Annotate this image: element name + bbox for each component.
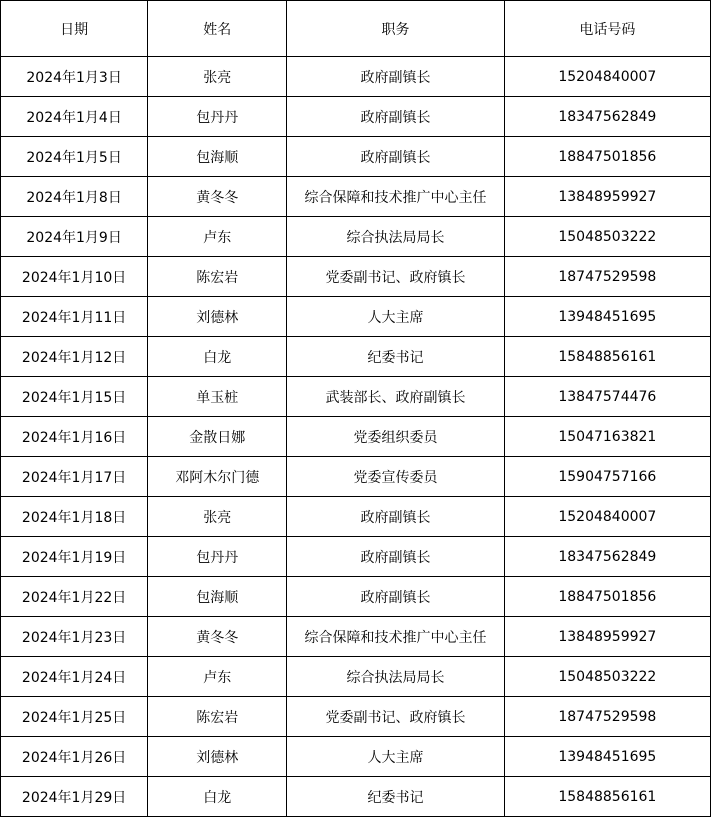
cell-date: 2024年1月9日 <box>1 217 148 257</box>
cell-date: 2024年1月29日 <box>1 777 148 817</box>
cell-date: 2024年1月16日 <box>1 417 148 457</box>
cell-date: 2024年1月19日 <box>1 537 148 577</box>
cell-name: 单玉桩 <box>148 377 287 417</box>
cell-name: 陈宏岩 <box>148 697 287 737</box>
table-row <box>1 577 711 617</box>
cell-phone: 18347562849 <box>504 537 710 577</box>
cell-name: 张亮 <box>148 497 287 537</box>
cell-date: 2024年1月25日 <box>1 697 148 737</box>
cell-phone: 18847501856 <box>504 577 710 617</box>
table-row <box>1 737 711 777</box>
cell-role: 综合执法局局长 <box>287 217 504 257</box>
table-header <box>1 1 711 57</box>
table-body <box>1 57 711 817</box>
table-row <box>1 417 711 457</box>
cell-phone: 18747529598 <box>504 257 710 297</box>
cell-phone: 15848856161 <box>504 337 710 377</box>
cell-date: 2024年1月12日 <box>1 337 148 377</box>
cell-role: 党委宣传委员 <box>287 457 504 497</box>
cell-phone: 13948451695 <box>504 297 710 337</box>
cell-name: 黄冬冬 <box>148 177 287 217</box>
cell-role: 党委副书记、政府镇长 <box>287 697 504 737</box>
cell-date: 2024年1月22日 <box>1 577 148 617</box>
table-row <box>1 537 711 577</box>
cell-name: 陈宏岩 <box>148 257 287 297</box>
cell-name: 刘德林 <box>148 297 287 337</box>
cell-role: 政府副镇长 <box>287 497 504 537</box>
cell-name: 包丹丹 <box>148 537 287 577</box>
cell-date: 2024年1月11日 <box>1 297 148 337</box>
cell-role: 综合保障和技术推广中心主任 <box>287 617 504 657</box>
table-row <box>1 297 711 337</box>
table-row <box>1 617 711 657</box>
cell-name: 包丹丹 <box>148 97 287 137</box>
table-row <box>1 137 711 177</box>
table-row <box>1 177 711 217</box>
header-role: 职务 <box>287 1 504 57</box>
cell-phone: 15848856161 <box>504 777 710 817</box>
table-row <box>1 697 711 737</box>
table-row <box>1 337 711 377</box>
cell-name: 黄冬冬 <box>148 617 287 657</box>
cell-role: 人大主席 <box>287 297 504 337</box>
header-phone: 电话号码 <box>504 1 710 57</box>
cell-phone: 18847501856 <box>504 137 710 177</box>
table-row <box>1 217 711 257</box>
cell-phone: 18347562849 <box>504 97 710 137</box>
cell-date: 2024年1月15日 <box>1 377 148 417</box>
cell-phone: 13848959927 <box>504 617 710 657</box>
cell-role: 政府副镇长 <box>287 137 504 177</box>
cell-role: 武装部长、政府副镇长 <box>287 377 504 417</box>
cell-date: 2024年1月10日 <box>1 257 148 297</box>
cell-date: 2024年1月23日 <box>1 617 148 657</box>
cell-name: 金散日娜 <box>148 417 287 457</box>
cell-name: 包海顺 <box>148 577 287 617</box>
cell-name: 包海顺 <box>148 137 287 177</box>
cell-phone: 18747529598 <box>504 697 710 737</box>
cell-phone: 15904757166 <box>504 457 710 497</box>
cell-name: 邓阿木尔门德 <box>148 457 287 497</box>
header-row <box>1 1 711 57</box>
cell-role: 政府副镇长 <box>287 577 504 617</box>
cell-date: 2024年1月4日 <box>1 97 148 137</box>
cell-role: 纪委书记 <box>287 777 504 817</box>
cell-role: 人大主席 <box>287 737 504 777</box>
table-row <box>1 257 711 297</box>
cell-role: 党委组织委员 <box>287 417 504 457</box>
cell-phone: 13847574476 <box>504 377 710 417</box>
cell-name: 刘德林 <box>148 737 287 777</box>
cell-date: 2024年1月17日 <box>1 457 148 497</box>
cell-phone: 15048503222 <box>504 657 710 697</box>
cell-date: 2024年1月18日 <box>1 497 148 537</box>
cell-role: 综合保障和技术推广中心主任 <box>287 177 504 217</box>
table-row <box>1 457 711 497</box>
header-name: 姓名 <box>148 1 287 57</box>
table-row <box>1 777 711 817</box>
cell-name: 白龙 <box>148 777 287 817</box>
cell-role: 政府副镇长 <box>287 537 504 577</box>
header-date: 日期 <box>1 1 148 57</box>
cell-phone: 15047163821 <box>504 417 710 457</box>
cell-phone: 13948451695 <box>504 737 710 777</box>
table-row <box>1 657 711 697</box>
cell-phone: 15204840007 <box>504 497 710 537</box>
cell-name: 卢东 <box>148 657 287 697</box>
cell-role: 政府副镇长 <box>287 97 504 137</box>
cell-name: 白龙 <box>148 337 287 377</box>
table-row <box>1 57 711 97</box>
cell-name: 张亮 <box>148 57 287 97</box>
cell-role: 政府副镇长 <box>287 57 504 97</box>
cell-date: 2024年1月26日 <box>1 737 148 777</box>
table-row <box>1 377 711 417</box>
cell-role: 综合执法局局长 <box>287 657 504 697</box>
cell-phone: 15048503222 <box>504 217 710 257</box>
cell-phone: 13848959927 <box>504 177 710 217</box>
cell-role: 纪委书记 <box>287 337 504 377</box>
cell-date: 2024年1月3日 <box>1 57 148 97</box>
cell-phone: 15204840007 <box>504 57 710 97</box>
cell-date: 2024年1月24日 <box>1 657 148 697</box>
cell-role: 党委副书记、政府镇长 <box>287 257 504 297</box>
cell-date: 2024年1月8日 <box>1 177 148 217</box>
cell-name: 卢东 <box>148 217 287 257</box>
table-row <box>1 497 711 537</box>
table-row <box>1 97 711 137</box>
cell-date: 2024年1月5日 <box>1 137 148 177</box>
